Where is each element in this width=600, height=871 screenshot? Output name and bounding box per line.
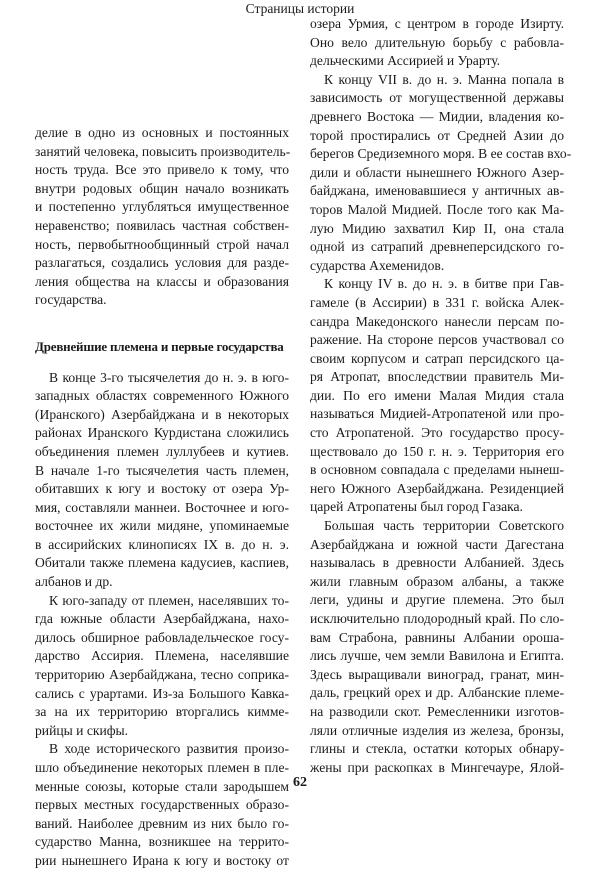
running-head: Страницы истории bbox=[245, 1, 355, 16]
text-line: В конце 3-го тысячелетия до н. э. в юго- bbox=[49, 369, 289, 385]
text-line: царей Атропатены был город Газака. bbox=[310, 499, 523, 515]
text-line: ря Атропат, впоследствии правитель Ми- bbox=[310, 369, 564, 385]
text-line: в основном совпадала с пределами нынеш- bbox=[310, 462, 564, 478]
text-line: западных областях современного Южного bbox=[35, 388, 289, 404]
text-line: одной из сатрапий древнеперсидского го- bbox=[310, 239, 564, 255]
text-line: за на их территорию вторгались кимме- bbox=[35, 704, 289, 720]
text-line: Обитали также племена кадусиев, каспиев, bbox=[35, 555, 289, 571]
paragraph bbox=[310, 275, 564, 517]
text-line: обитавших к югу и востоку от озера Ур- bbox=[35, 481, 289, 497]
text-line: дили и области нынешнего Южного Азер- bbox=[310, 164, 564, 180]
text-line: сались с урартами. Из-за Большого Кавка- bbox=[35, 685, 289, 701]
text-line: сандра Македонского нанесли персам по- bbox=[310, 313, 564, 329]
text-line: менные союзы, которые стали зародышем bbox=[35, 778, 289, 794]
text-line: мия, составляли маннеи. Восточнее и юго- bbox=[35, 499, 289, 515]
text-line: разлагаться, создались условия для разде- bbox=[35, 255, 289, 271]
text-line: жили главным образом албаны, а также bbox=[310, 573, 564, 589]
text-line: глины и стекла, остатки которых обнару- bbox=[310, 741, 564, 757]
text-line: ществовало до 150 г. н. э. Территория его bbox=[310, 443, 564, 459]
text-line: (Иранского) Азербайджана и в некоторых bbox=[35, 406, 289, 422]
paragraph bbox=[35, 592, 289, 741]
text-line: ражение. На стороне персов участвовал со bbox=[310, 332, 564, 348]
text-line: В начале 1-го тысячелетия часть племен, bbox=[35, 462, 289, 478]
text-line: занятий человека, повысить производитель- bbox=[35, 143, 291, 159]
text-line: своим корпусом и сатрап персидского ца- bbox=[310, 350, 564, 366]
text-line: К концу IV в. до н. э. в битве при Гав- bbox=[324, 276, 564, 292]
text-line: сто Атропатеной. Это государство просу- bbox=[310, 425, 564, 441]
text-line: территорию Азербайджана, тесно соприка- bbox=[35, 667, 289, 683]
text-line: Большая часть территории Советского bbox=[324, 518, 564, 534]
text-line: гамеле (в Ассирии) в 331 г. войска Алек- bbox=[310, 294, 564, 310]
text-line: вам Страбона, равнины Албании ороша- bbox=[310, 629, 564, 645]
text-line: внутри родовых общин начало возникать bbox=[35, 180, 289, 196]
text-line: К концу VII в. до н. э. Манна попала в bbox=[324, 71, 564, 87]
text-line: дарство Ассирия. Племена, населявшие bbox=[35, 648, 289, 664]
paragraph bbox=[310, 15, 564, 71]
text-line: торов Малой Мидией. После того как Ма- bbox=[310, 201, 564, 217]
text-line: ваний. Наиболее древним из них было го- bbox=[35, 815, 289, 831]
text-line: исключительно плодородный край. По сло- bbox=[310, 611, 564, 626]
text-line: делие в одно из основных и постоянных bbox=[35, 125, 289, 140]
paragraph bbox=[35, 369, 289, 592]
text-line: зависимость от могущественной державы bbox=[310, 90, 564, 106]
text-line: рийцы и скифы. bbox=[35, 722, 129, 738]
text-line: Здесь выращивали виноград, гранат, мин- bbox=[310, 666, 564, 682]
text-line: торой простирались от Средней Азии до bbox=[310, 127, 564, 143]
text-line: сударство Манна, возникшее на террито- bbox=[35, 834, 289, 850]
text-line: дилось обширное рабовладельческое госу- bbox=[35, 629, 289, 645]
text-line: лую Мидию захватил Кир II, она стала bbox=[310, 220, 564, 236]
text-line: берегов Средиземного моря. В ее состав вхо- bbox=[310, 146, 572, 162]
paragraph bbox=[35, 740, 289, 870]
text-line: государства. bbox=[35, 292, 107, 308]
text-line: Оно вело длительную борьбу с рабовла- bbox=[310, 34, 564, 50]
text-line: древнего Востока — Мидии, владения ко- bbox=[310, 108, 564, 124]
text-line: ляли отличные изделия из железа, бронзы, bbox=[310, 722, 564, 738]
text-line: дельческими Ассирией и Урарту. bbox=[310, 53, 501, 69]
text-line: неравенство; появилась частная собствен- bbox=[35, 217, 289, 233]
paragraph bbox=[310, 71, 572, 276]
text-line: даль, грецкий орех и др. Албанские племе- bbox=[310, 685, 564, 701]
text-line: и постепенно углубляться имущественное bbox=[35, 199, 289, 215]
text-line: ления общества на классы и образования bbox=[35, 273, 289, 289]
paragraph bbox=[310, 517, 564, 777]
text-line: называться Мидией-Атропатеной или про- bbox=[310, 406, 564, 422]
text-line: в ассирийских клинописях IX в. до н. э. bbox=[35, 536, 289, 552]
page-number: 62 bbox=[293, 775, 307, 790]
text-line: восточнее их жили мидяне, упоминаемые bbox=[35, 518, 289, 534]
text-line: объединения племен луллубеев и кутиев. bbox=[35, 443, 289, 459]
text-line: называлась в древности Албанией. Здесь bbox=[310, 555, 564, 571]
text-line: леги, удины и другие племена. Это был bbox=[310, 592, 564, 608]
text-line: албанов и др. bbox=[35, 574, 113, 590]
text-line: первых местных государственных образо- bbox=[35, 797, 289, 813]
text-line: К юго-западу от племен, населявших то- bbox=[49, 592, 289, 608]
text-line: байджана, именовавшиеся у античных ав- bbox=[310, 183, 564, 199]
text-line: лись лучше, чем земли Вавилона и Египта. bbox=[310, 648, 564, 664]
text-line: шло объединение некоторых племен в пле- bbox=[35, 760, 289, 775]
text-line: ность, первобытнообщинный строй начал bbox=[35, 236, 289, 252]
text-line: районах Иранского Курдистана сложились bbox=[35, 425, 289, 441]
text-line: дии. По его имени Малая Мидия стала bbox=[310, 387, 564, 403]
section-heading: Древнейшие племена и первые государства bbox=[35, 338, 284, 354]
text-line: рии нынешнего Ирана к югу и востоку от bbox=[35, 852, 289, 868]
text-line: жены при раскопках в Мингечауре, Ялой- bbox=[310, 759, 564, 775]
right-column bbox=[310, 15, 572, 777]
left-column bbox=[35, 124, 289, 871]
text-line: сударства Ахеменидов. bbox=[310, 257, 445, 273]
text-line: В ходе исторического развития произо- bbox=[49, 741, 289, 757]
text-line: ность труда. Все это привело к тому, что bbox=[35, 162, 289, 178]
text-line: гда южные области Азербайджана, нахо- bbox=[35, 611, 289, 627]
paragraph bbox=[35, 124, 289, 310]
text-line: озера Урмия, с центром в городе Изирту. bbox=[310, 16, 564, 31]
text-line: него Южного Азербайджана. Резиденцией bbox=[310, 480, 564, 496]
text-line: на разводили скот. Ремесленники изготов- bbox=[310, 703, 564, 719]
text-line: Азербайджана и южной части Дагестана bbox=[310, 536, 564, 552]
